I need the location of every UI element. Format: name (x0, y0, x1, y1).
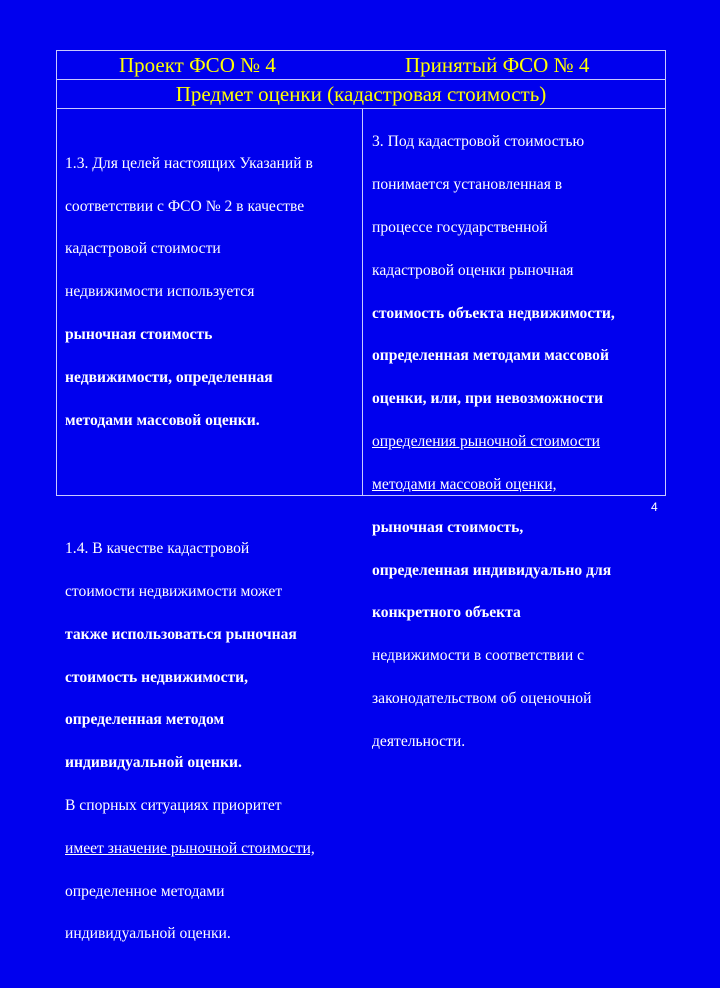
right-line: определенная индивидуально для (372, 561, 612, 579)
right-line: 3. Под кадастровой стоимостью (372, 133, 585, 151)
left-p2-line: стоимости недвижимости может (65, 582, 283, 600)
left-p1-line: недвижимости, определенная (65, 368, 273, 386)
left-p2-line: индивидуальной оценки. (65, 925, 231, 943)
left-p2-line: имеет значение рыночной стоимости, (65, 839, 315, 857)
left-p1-line: рыночная стоимость (65, 326, 213, 344)
column-divider (362, 108, 363, 495)
comparison-table (56, 50, 666, 943)
right-line: недвижимости в соответствии с (372, 647, 585, 665)
left-p2-line: В спорных ситуациях приоритет (65, 796, 282, 814)
right-line: рыночная стоимость, (372, 518, 524, 536)
left-column (65, 110, 357, 988)
left-p2-line: определенная методом (65, 711, 225, 729)
right-line: законодательством об оценочной (372, 689, 592, 707)
right-line: деятельности. (372, 732, 466, 750)
left-p1-line: методами массовой оценки. (65, 411, 260, 429)
left-p2-line: стоимость недвижимости, (65, 668, 249, 686)
left-p1-line: 1.3. Для целей настоящих Указаний в (65, 154, 313, 172)
right-line: определенная методами массовой (372, 347, 609, 365)
right-line: конкретного объекта (372, 604, 521, 622)
right-line: определения рыночной стоимости (372, 433, 601, 451)
right-column (372, 110, 664, 774)
right-line: методами массовой оценки, (372, 475, 557, 493)
right-line: понимается установленная в (372, 176, 563, 194)
right-column-title: Принятый ФСО № 4 (405, 53, 590, 77)
header-divider (57, 79, 665, 80)
table-subtitle: Предмет оценки (кадастровая стоимость) (175, 82, 547, 106)
left-paragraph-1 (65, 131, 357, 452)
right-line: процессе государственной (372, 219, 548, 237)
subtitle-divider (57, 108, 665, 109)
left-p2-line: также использоваться рыночная (65, 625, 297, 643)
right-line: оценки, или, при невозможности (372, 390, 604, 408)
left-column-title: Проект ФСО № 4 (119, 53, 276, 77)
right-line: кадастровой оценки рыночная (372, 261, 574, 279)
left-p1-line: недвижимости используется (65, 283, 255, 301)
left-p1-line: соответствии с ФСО № 2 в качестве (65, 197, 305, 215)
left-p2-line: определенное методами (65, 882, 225, 900)
right-line: стоимость объекта недвижимости, (372, 304, 615, 322)
page-number: 4 (651, 500, 658, 514)
left-paragraph-2 (65, 517, 357, 967)
left-p1-line: кадастровой стоимости (65, 240, 221, 258)
left-p2-line: 1.4. В качестве кадастровой (65, 540, 250, 558)
left-p2-line: индивидуальной оценки. (65, 754, 242, 772)
